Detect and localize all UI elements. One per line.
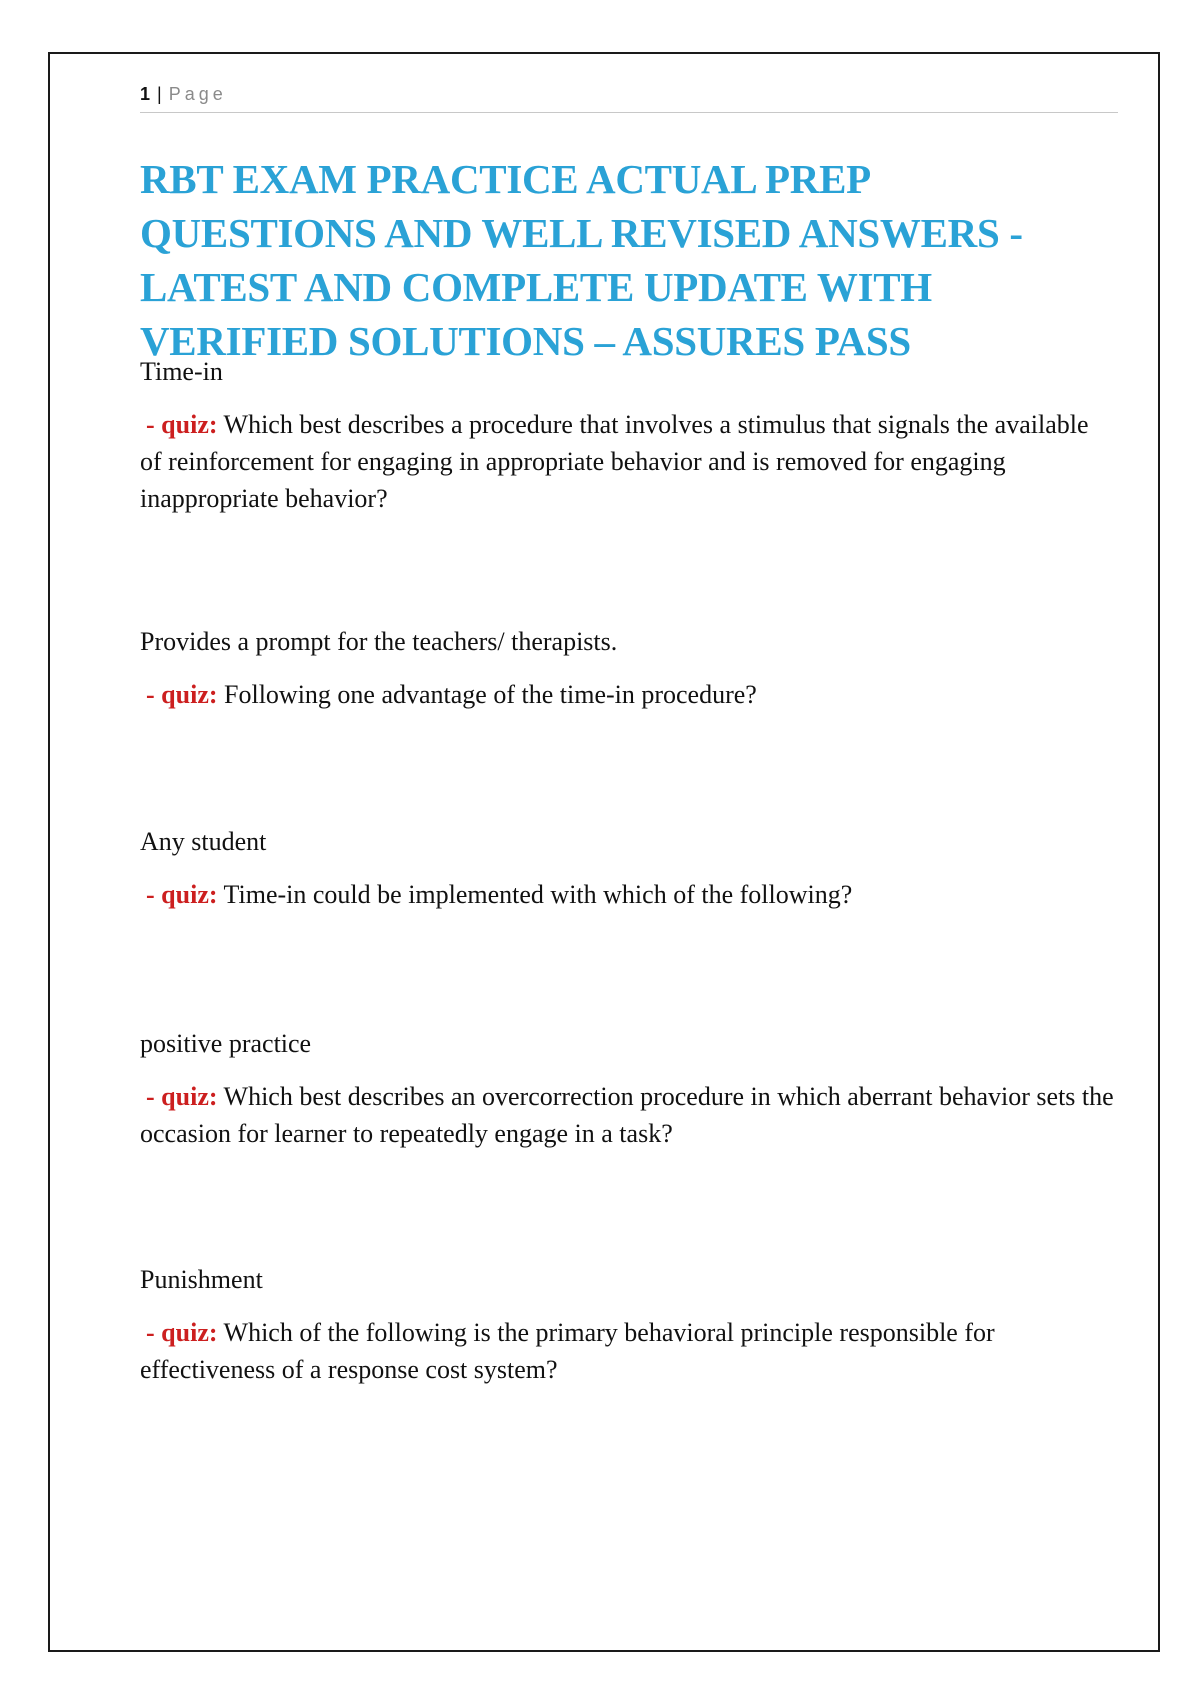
- qa-item-2: [140, 624, 1115, 713]
- quiz-label: quiz:: [161, 880, 218, 909]
- quiz-label: quiz:: [161, 410, 218, 439]
- question-body: Which of the following is the primary behavioral principle responsible for effectiveness of a response cost system?: [140, 1318, 995, 1384]
- page-number: 1: [140, 84, 151, 104]
- document-title: RBT EXAM PRACTICE ACTUAL PREP QUESTIONS AND WELL REVISED ANSWERS - LATEST AND COMPLETE UPDATE WITH VERIFIED SOLUTIONS – ASSURES PASS: [140, 156, 1023, 364]
- qa-item-1: [140, 354, 1115, 517]
- question-text: [140, 1078, 1115, 1152]
- quiz-dash: -: [146, 1318, 155, 1347]
- quiz-dash: -: [146, 410, 155, 439]
- page-separator: |: [157, 84, 162, 104]
- answer-text: Any student: [140, 827, 267, 856]
- answer-text: positive practice: [140, 1029, 312, 1058]
- qa-item-3: [140, 824, 1115, 913]
- quiz-dash: -: [146, 680, 155, 709]
- question-text: [140, 676, 1115, 713]
- answer-text: Punishment: [140, 1265, 263, 1294]
- qa-item-5: [140, 1262, 1115, 1388]
- page-header: [140, 80, 1118, 113]
- answer-text: Time-in: [140, 357, 223, 386]
- question-text: [140, 1314, 1115, 1388]
- quiz-dash: -: [146, 880, 155, 909]
- document-page: [48, 52, 1160, 1652]
- answer-text: Provides a prompt for the teachers/ therapists.: [140, 627, 618, 656]
- quiz-dash: -: [146, 1082, 155, 1111]
- page-label: Page: [168, 84, 227, 104]
- question-body: Which best describes an overcorrection procedure in which aberrant behavior sets the occasion for learner to repeatedly engage in a task?: [140, 1082, 1114, 1148]
- quiz-label: quiz:: [161, 680, 218, 709]
- question-body: Time-in could be implemented with which of the following?: [223, 880, 853, 909]
- quiz-label: quiz:: [161, 1082, 218, 1111]
- question-text: [140, 876, 1115, 913]
- quiz-label: quiz:: [161, 1318, 218, 1347]
- qa-item-4: [140, 1026, 1115, 1152]
- question-text: [140, 406, 1115, 517]
- question-body: Following one advantage of the time-in procedure?: [224, 680, 757, 709]
- question-body: Which best describes a procedure that involves a stimulus that signals the available of reinforcement for engaging in appropriate behavior and is removed for engaging inappropriate behavior?: [140, 410, 1089, 513]
